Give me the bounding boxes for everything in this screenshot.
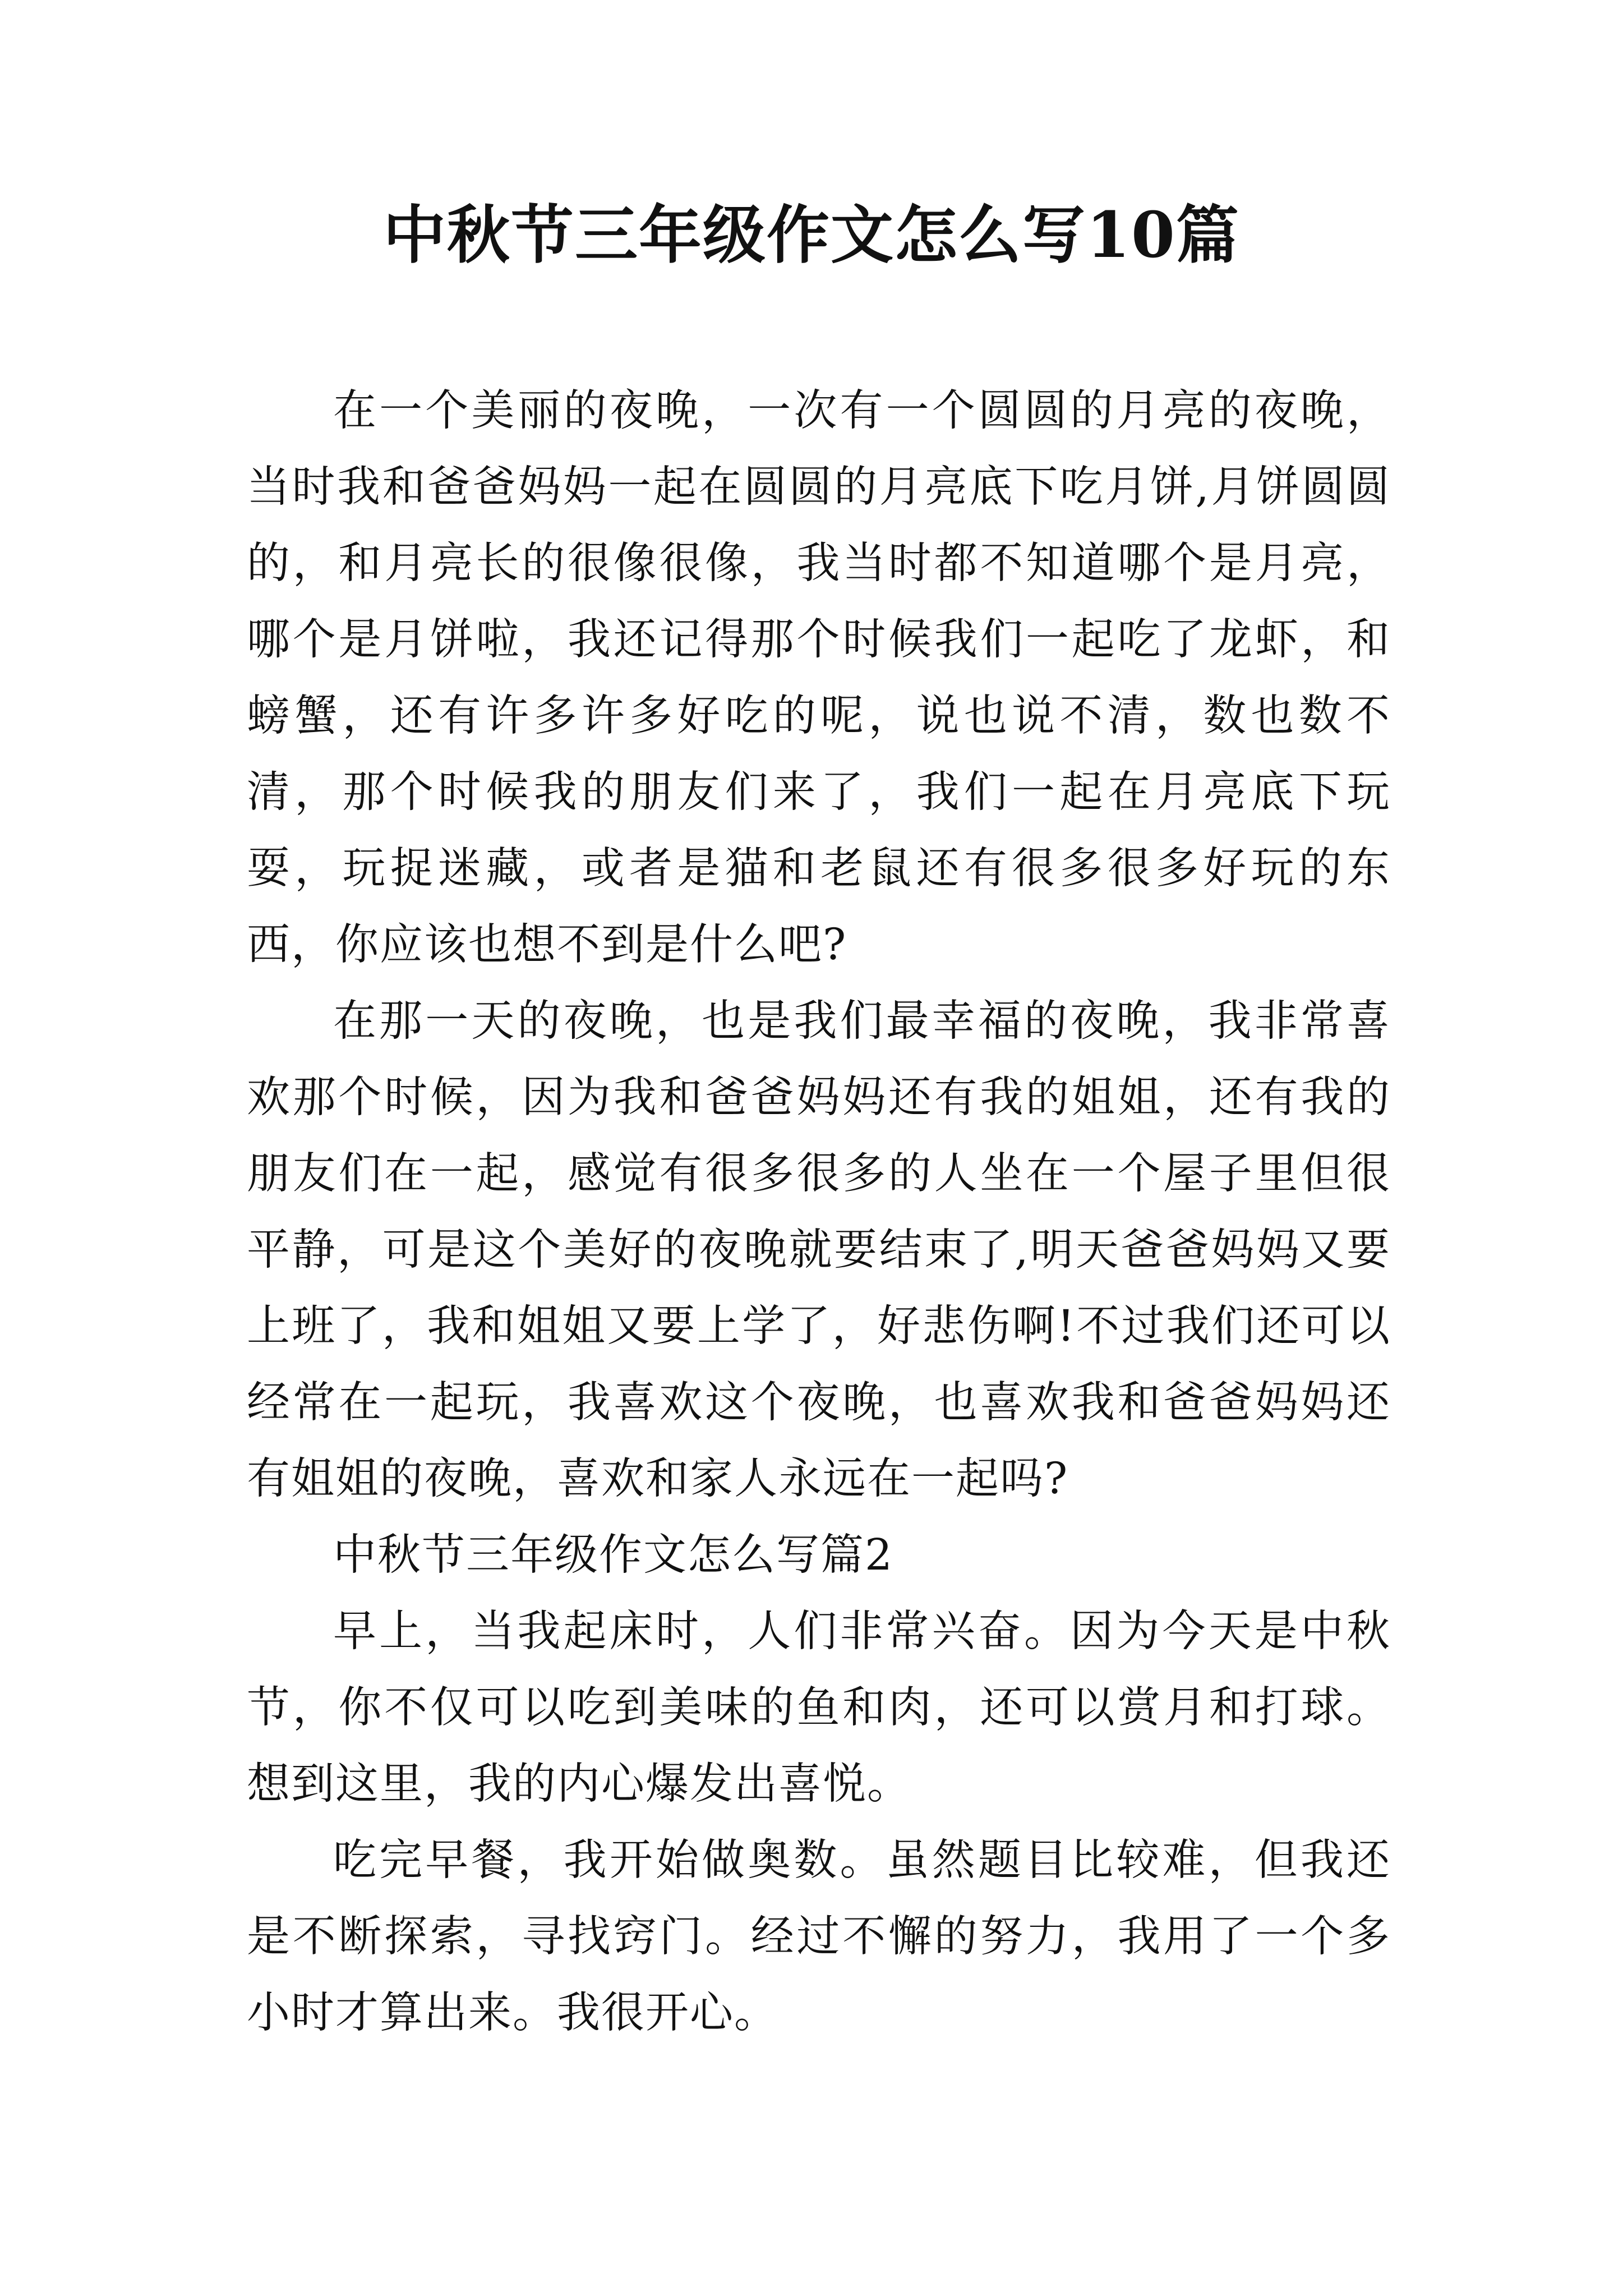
paragraph-1: 在一个美丽的夜晚，一次有一个圆圆的月亮的夜晚，当时我和爸爸妈妈一起在圆圆的月亮底下吃月饼,月饼圆圆的，和月亮长的很像很像，我当时都不知道哪个是月亮，哪个是月饼啦，我还记得那个时候我们一起吃了龙虾，和螃蟹，还有许多许多好吃的呢，说也说不清，数也数不清，那个时候我的朋友们来了，我们一起在月亮底下玩耍，玩捉迷藏，或者是猫和老鼠还有很多很多好玩的东西，你应该也想不到是什么吧?	[247, 386, 1391, 970]
section-paragraph-2: 吃完早餐，我开始做奥数。虽然题目比较难，但我还是不断探索，寻找窍门。经过不懈的努力，我用了一个多小时才算出来。我很开心。	[247, 1835, 1391, 2038]
section-heading: 中秋节三年级作文怎么写篇2	[333, 1530, 893, 1580]
document-body	[247, 373, 1391, 2051]
document-title: 中秋节三年级作文怎么写10篇	[383, 199, 1240, 272]
section-paragraph-1: 早上，当我起床时，人们非常兴奋。因为今天是中秋节，你不仅可以吃到美味的鱼和肉，还可以赏月和打球。想到这里，我的内心爆发出喜悦。	[247, 1607, 1391, 1809]
paragraph-2: 在那一天的夜晚，也是我们最幸福的夜晚，我非常喜欢那个时候，因为我和爸爸妈妈还有我的姐姐，还有我的朋友们在一起，感觉有很多很多的人坐在一个屋子里但很平静，可是这个美好的夜晚就要结束了,明天爸爸妈妈又要上班了，我和姐姐又要上学了，好悲伤啊!不过我们还可以经常在一起玩，我喜欢这个夜晚，也喜欢我和爸爸妈妈还有姐姐的夜晚，喜欢和家人永远在一起吗?	[247, 996, 1391, 1504]
